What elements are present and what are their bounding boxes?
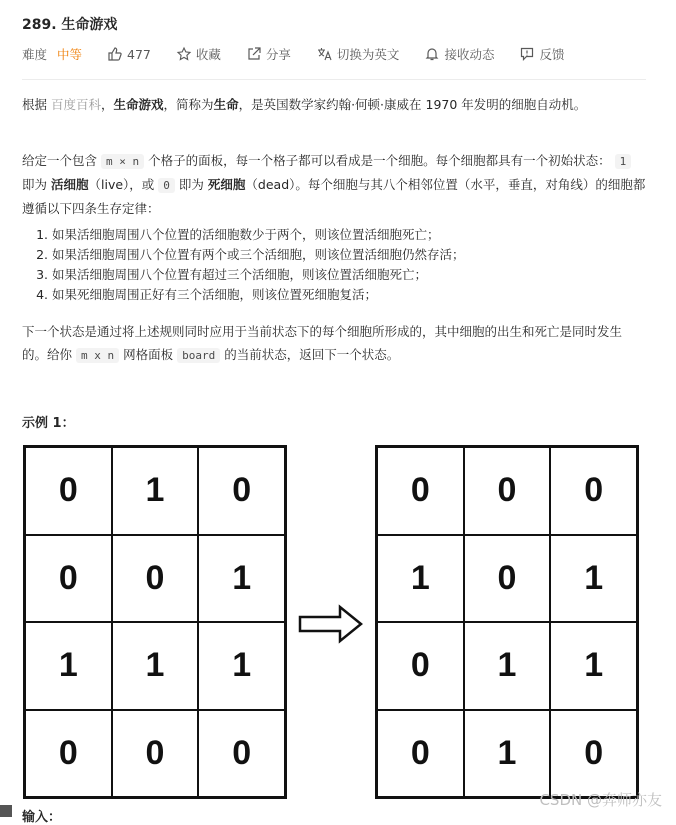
problem-meta-bar (22, 44, 590, 64)
code-m-x-n: m × n (101, 154, 144, 169)
text: 的当前状态，返回下一个状态。 (224, 347, 400, 362)
text: 根据 (22, 97, 48, 112)
text: ， (101, 97, 114, 112)
bell-icon (425, 47, 439, 61)
bold-live-cell: 活细胞 (51, 177, 89, 192)
bold-life: 生命 (213, 97, 239, 112)
side-tab[interactable] (0, 805, 12, 817)
rules-list (22, 225, 676, 305)
grid-cell: 0 (112, 710, 199, 798)
text: ，是英国数学家约翰·何顿·康威在 1970 年发明的细胞自动机。 (238, 97, 587, 112)
like-count: 477 (127, 46, 151, 62)
text: 即为 (22, 177, 48, 192)
grid-cell: 1 (464, 710, 551, 798)
text: 网格面板 (123, 347, 174, 362)
grid-cell: 0 (550, 447, 637, 535)
example-label: 示例 1： (22, 416, 75, 431)
like-button[interactable] (108, 47, 151, 62)
grid-cell: 1 (198, 622, 285, 710)
feedback-label: 反馈 (539, 47, 565, 62)
code-board: board (177, 348, 220, 363)
notify-button[interactable] (425, 45, 494, 63)
grid-cell: 0 (25, 710, 112, 798)
grid-cell: 0 (464, 535, 551, 623)
difficulty (22, 45, 82, 63)
code-1: 1 (615, 154, 632, 169)
baidu-baike-link[interactable]: 百度百科 (51, 97, 102, 112)
input-label: 输入： (22, 810, 62, 825)
csdn-watermark: CSDN @奔师亦友 (539, 791, 662, 809)
grid-cell: 1 (377, 535, 464, 623)
difficulty-label: 难度 (22, 47, 48, 62)
grid-cell: 0 (25, 447, 112, 535)
grid-cell: 1 (550, 535, 637, 623)
code-0: 0 (158, 178, 175, 193)
grid-cell: 1 (464, 622, 551, 710)
problem-title: 289. 生命游戏 (22, 17, 118, 33)
difficulty-value: 中等 (57, 47, 83, 62)
text: 下一个状态是通过将上述规则同时应用于当前状态下的每个细胞所形成的，其中细胞的出生和死亡是同时发生的。给你 (22, 324, 623, 362)
notify-label: 接收动态 (444, 47, 495, 62)
grid-cell: 0 (464, 447, 551, 535)
grid-cell: 1 (112, 447, 199, 535)
rules-intro-paragraph (22, 149, 646, 220)
translate-icon (317, 47, 332, 61)
text: （live），或 (88, 177, 155, 192)
next-state-paragraph (22, 320, 646, 367)
code-m-x-n-2: m x n (76, 348, 119, 363)
bold-dead-cell: 死细胞 (207, 177, 246, 192)
text: 个格子的面板，每一个格子都可以看成是一个细胞。每个细胞都具有一个初始状态： (148, 153, 611, 168)
text: 即为 (178, 177, 204, 192)
grid-cell: 0 (377, 447, 464, 535)
thumbs-up-icon (108, 47, 122, 61)
grid-cell: 0 (377, 710, 464, 798)
rule-item: 2. 如果活细胞周围八个位置有两个或三个活细胞，则该位置活细胞仍然存活； (52, 245, 676, 265)
translate-button[interactable] (317, 45, 400, 63)
input-grid (23, 445, 287, 799)
bold-game-of-life: 生命游戏 (113, 97, 164, 112)
favorite-label: 收藏 (195, 47, 221, 62)
grid-cell: 0 (112, 535, 199, 623)
text: 给定一个包含 (22, 153, 98, 168)
favorite-button[interactable] (177, 45, 221, 63)
grid-cell: 1 (112, 622, 199, 710)
rule-item: 1. 如果活细胞周围八个位置的活细胞数少于两个，则该位置活细胞死亡； (52, 225, 676, 245)
divider (22, 79, 646, 80)
share-label: 分享 (265, 47, 291, 62)
arrow-right-icon (298, 604, 364, 644)
text: ，简称为 (163, 97, 214, 112)
translate-label: 切换为英文 (336, 47, 400, 62)
grid-cell: 1 (198, 535, 285, 623)
grid-cell: 0 (377, 622, 464, 710)
intro-paragraph (22, 93, 646, 116)
grid-cell: 0 (198, 447, 285, 535)
grid-cell: 1 (25, 622, 112, 710)
share-button[interactable] (247, 45, 291, 63)
grid-cell: 0 (198, 710, 285, 798)
rule-item: 3. 如果活细胞周围八个位置有超过三个活细胞，则该位置活细胞死亡； (52, 265, 676, 285)
share-icon (247, 47, 261, 61)
feedback-icon (520, 47, 534, 61)
feedback-button[interactable] (520, 45, 564, 63)
text: （dead）。每个细胞与其八个相邻位置（水平，垂直，对角线）的细胞都遵循以下四条生存定律： (22, 177, 646, 216)
output-grid (375, 445, 639, 799)
grid-cell: 1 (550, 622, 637, 710)
grid-cell: 0 (550, 710, 637, 798)
grid-cell: 0 (25, 535, 112, 623)
star-icon (177, 47, 191, 61)
rule-item: 4. 如果死细胞周围正好有三个活细胞，则该位置死细胞复活； (52, 285, 676, 305)
